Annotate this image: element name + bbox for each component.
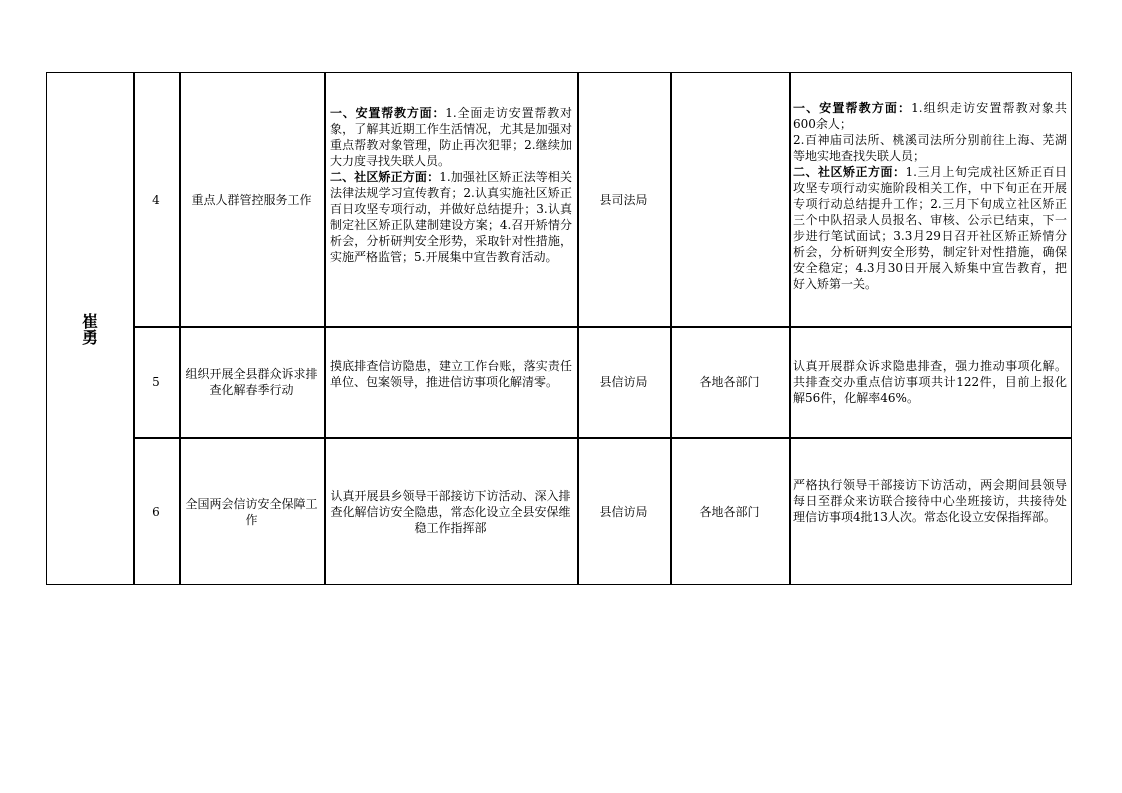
progress-text: 1.组织走访安置帮教对象共600余人； xyxy=(793,101,1067,131)
section-heading: 二、社区矫正方面： xyxy=(793,165,906,179)
progress-cell: 严格执行领导干部接访下访活动，两会期间县领导每日至群众来访联合接待中心坐班接访，共接待处理信访事项4批13人次。常态化设立安保指挥部。 xyxy=(793,478,1067,524)
progress-text: 1.三月上旬完成社区矫正百日攻坚专项行动实施阶段相关工作，中下旬正在开展专项行动总结提升工作；2.三月下旬成立社区矫正三个中队招录人员报名、审核、公示已结束，下一步进行笔试面试；3.3月29日召开社区矫正矫情分析会，分析研判安全形势，制定针对性措施，确保安全稳定；4.3月30日开展入矫集中宣告教育，把好入矫第一关。 xyxy=(793,165,1067,291)
section-heading: 一、安置帮教方面： xyxy=(793,101,912,115)
responsible-person: 崔 勇 xyxy=(81,311,116,347)
measures-text: 1.全面走访安置帮教对象，了解其近期工作生活情况，尤其是加强对重点帮教对象管理，防止再次犯罪；2.继续加大力度寻找失联人员。 xyxy=(330,106,572,168)
coop-unit: 各地各部门 xyxy=(699,504,760,519)
section-heading: 二、社区矫正方面： xyxy=(330,170,440,184)
task-name: 重点人群管控服务工作 xyxy=(191,192,312,207)
lead-unit: 县司法局 xyxy=(599,192,648,207)
lead-unit: 县信访局 xyxy=(599,504,648,519)
coop-unit xyxy=(670,73,789,326)
measures-cell: 摸底排查信访隐患，建立工作台账，落实责任单位、包案领导，推进信访事项化解清零。 xyxy=(330,359,572,389)
lead-unit: 县信访局 xyxy=(599,374,648,389)
row-number: 4 xyxy=(152,192,160,207)
measures-cell xyxy=(330,105,572,265)
task-name: 组织开展全县群众诉求排查化解春季行动 xyxy=(185,366,318,397)
progress-cell xyxy=(793,100,1067,292)
section-heading: 一、安置帮教方面： xyxy=(330,106,446,120)
row-number: 6 xyxy=(152,504,160,519)
progress-cell: 认真开展群众诉求隐患排查，强力推动事项化解。共排查交办重点信访事项共计122件，目前上报化解56件，化解率46%。 xyxy=(793,359,1067,405)
measures-cell: 认真开展县乡领导干部接访下访活动、深入排查化解信访安全隐患，常态化设立全县安保维稳工作指挥部 xyxy=(330,488,571,535)
grid-line xyxy=(789,73,791,584)
work-table xyxy=(46,72,1072,585)
task-name: 全国两会信访安全保障工作 xyxy=(185,496,318,527)
measures-text: 1.加强社区矫正法等相关法律法规学习宣传教育；2.认真实施社区矫正百日攻坚专项行动，并做好总结提升；3.认真制定社区矫正队建制建设方案；4.召开矫情分析会，分析研判安全形势，采取针对性措施，实施严格监管；5.开展集中宣告教育活动。 xyxy=(330,170,572,264)
coop-unit: 各地各部门 xyxy=(699,374,760,389)
row-number: 5 xyxy=(152,374,160,389)
progress-text: 2.百神庙司法所、桃溪司法所分别前往上海、芜湖等地实地查找失联人员； xyxy=(793,133,1067,163)
